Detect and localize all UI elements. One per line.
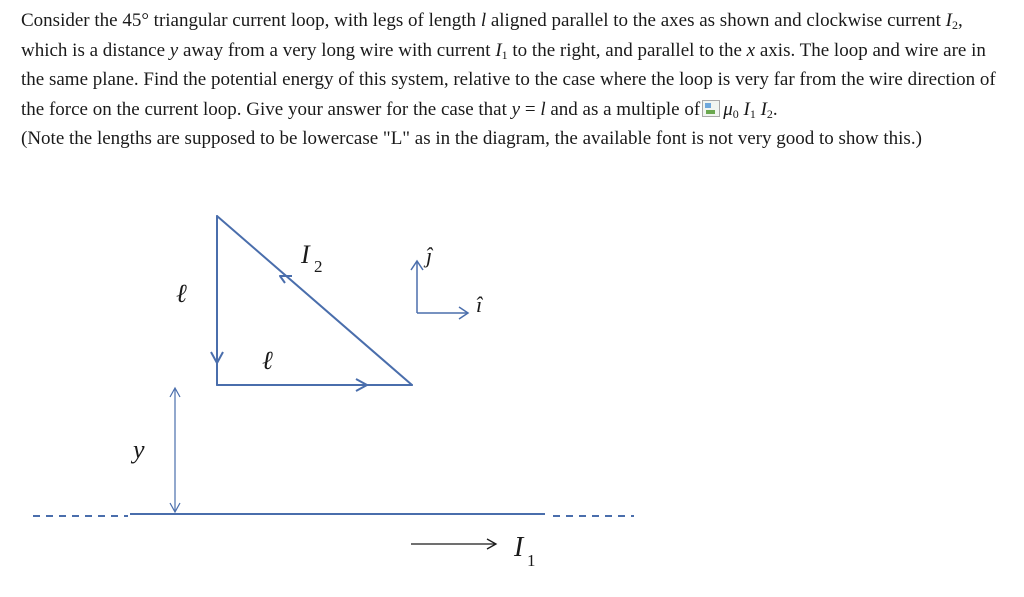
x-axis-symbol: x	[746, 39, 756, 61]
multiple-i1-subscript: 1	[749, 106, 756, 121]
current-i1-symbol: I	[495, 39, 502, 61]
text-segment: axis. The loop and wire are in the same plane. Find the potential energy of this system, relative to the case where the loop is very far from the wire direction of the force on the current loop. Give your answer for the case that	[21, 39, 996, 120]
current-i1-arrow	[411, 539, 496, 549]
text-segment: aligned parallel to the axes as shown and clockwise current	[486, 10, 946, 31]
multiple-i2-symbol: I	[760, 98, 767, 120]
current-i2-subscript: 2	[951, 18, 958, 32]
label-i1-subscript: 1	[527, 551, 536, 570]
mu-symbol: μ	[723, 98, 733, 120]
unit-vector-axes	[411, 261, 468, 319]
current-i1-subscript: 1	[501, 47, 508, 62]
text-segment: away from a very long wire with current	[178, 39, 496, 61]
label-i2-subscript: 2	[314, 257, 323, 276]
condition-l-symbol: l	[540, 98, 546, 120]
triangle-loop	[217, 216, 412, 385]
multiple-i2-subscript: 2	[766, 106, 773, 121]
label-i1: I	[514, 532, 524, 563]
distance-marker	[170, 388, 180, 512]
label-j-hat: ĵ	[426, 243, 433, 268]
period: .	[772, 98, 778, 120]
current-i2-symbol: I	[945, 10, 952, 31]
text-segment: to the right, and parallel to the	[507, 39, 747, 61]
label-vertical-leg: ℓ	[176, 279, 187, 308]
text-segment: and as a multiple of	[545, 98, 701, 120]
label-horizontal-leg: ℓ	[262, 346, 273, 375]
distance-y-symbol: y	[169, 39, 179, 61]
loop-hypotenuse	[217, 216, 412, 385]
text-segment: , which is a distance	[21, 10, 963, 61]
label-i2: I	[301, 240, 310, 269]
equals-sign: =	[520, 98, 541, 120]
text-segment: Consider the 45° triangular current loop, with legs of length	[21, 10, 481, 31]
multiple-i1-symbol: I	[743, 98, 750, 120]
mu-subscript: 0	[732, 106, 739, 121]
length-symbol: l	[480, 10, 487, 31]
label-y: y	[133, 435, 145, 464]
label-i-hat: î	[476, 292, 483, 317]
note-text: (Note the lengths are supposed to be lowercase "L" as in the diagram, the available font is not very good to show this.)	[21, 128, 922, 149]
condition-y-symbol: y	[511, 98, 521, 120]
